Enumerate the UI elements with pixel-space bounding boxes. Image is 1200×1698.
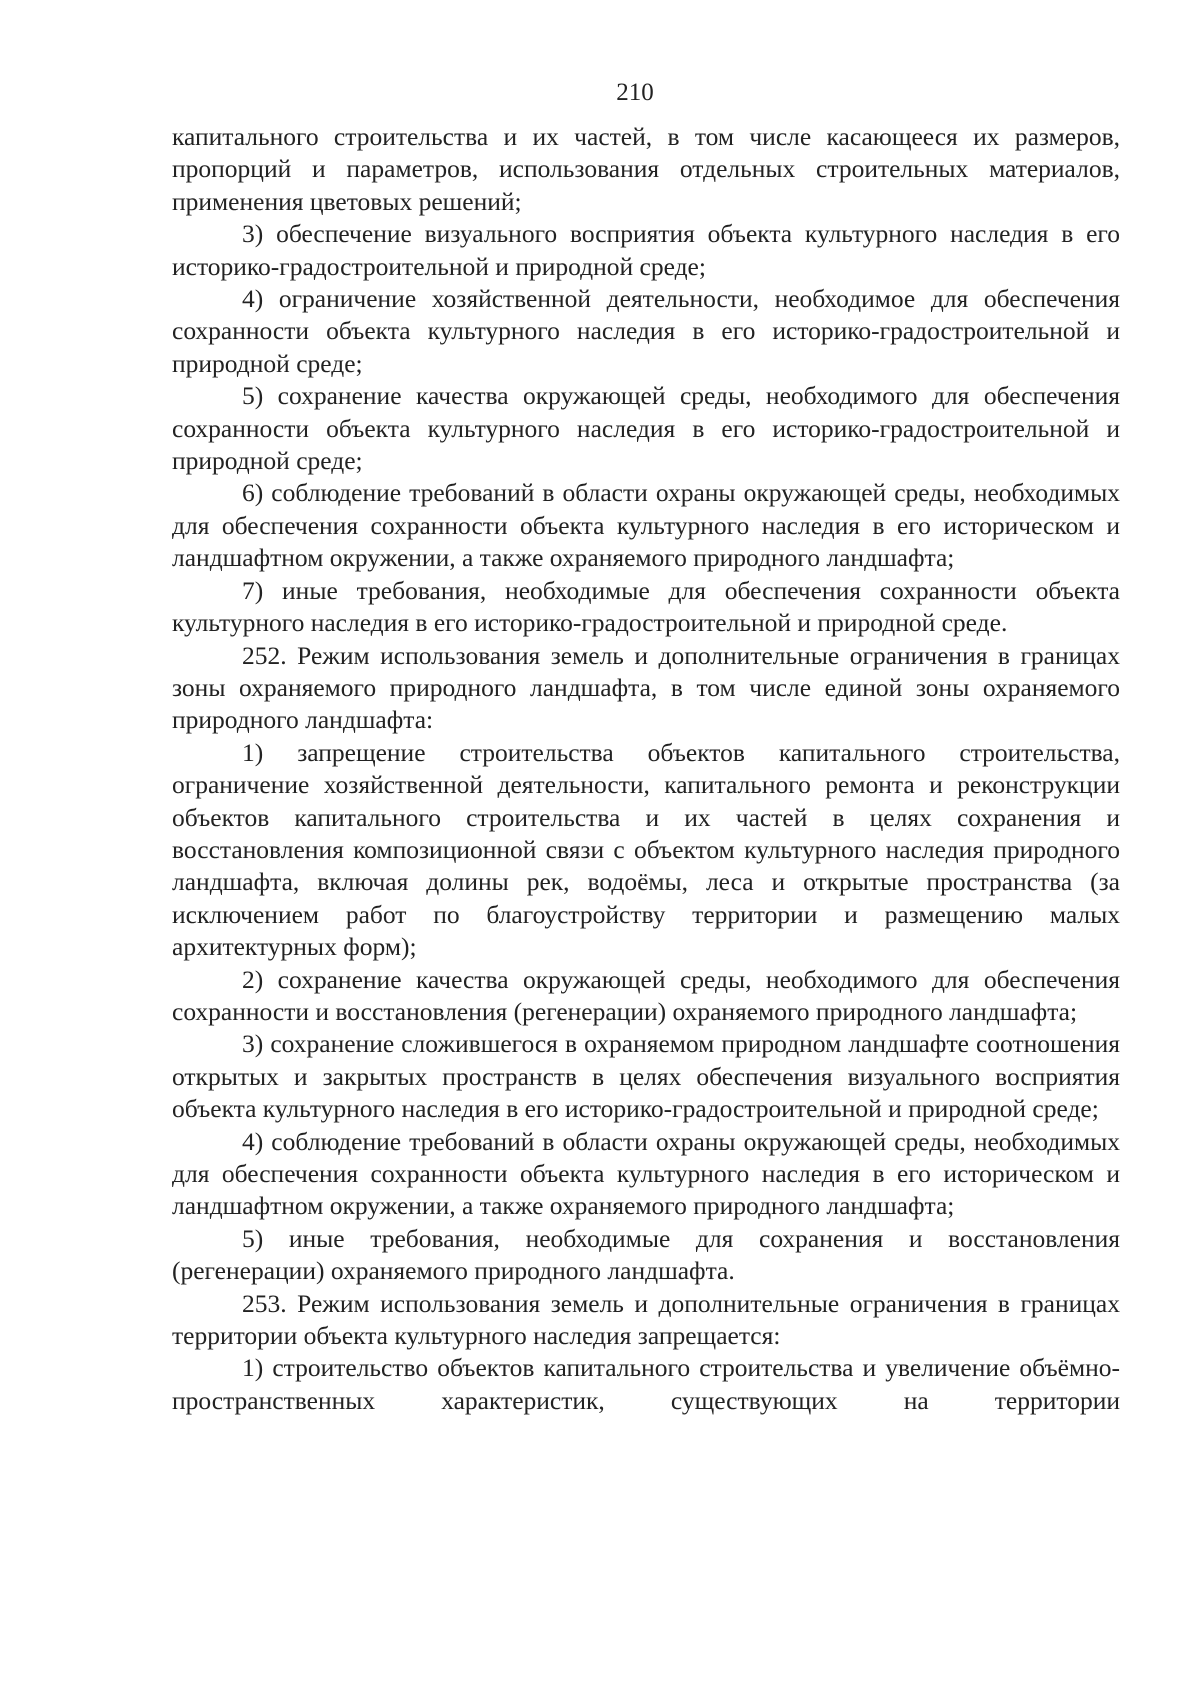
paragraph-252-item-3: 3) сохранение сложившегося в охраняемом природном ландшафте соотношения открытых и закрытых пространств в целях обеспечения визуального восприятия объекта культурного наследия в его историко-градостроительной и природной среде; xyxy=(172,1029,1120,1124)
document-body xyxy=(172,121,1120,1417)
page-number: 210 xyxy=(616,79,654,106)
paragraph-item-5: 5) сохранение качества окружающей среды, необходимого для обеспечения сохранности объекта культурного наследия в его историко-градостроительной и природной среде; xyxy=(172,381,1120,476)
paragraph-item-3: 3) обеспечение визуального восприятия объекта культурного наследия в его историко-градостроительной и природной среде; xyxy=(172,219,1120,281)
paragraph-item-4: 4) ограничение хозяйственной деятельности, необходимое для обеспечения сохранности объекта культурного наследия в его историко-градостроительной и природной среде; xyxy=(172,284,1120,378)
paragraph-252-item-4: 4) соблюдение требований в области охраны окружающей среды, необходимых для обеспечения сохранности объекта культурного наследия в его историческом и ландшафтном окружении, а также охраняемого природного ландшафта; xyxy=(172,1126,1120,1221)
paragraph-252-item-5: 5) иные требования, необходимые для сохранения и восстановления (регенерации) охраняемого природного ландшафта. xyxy=(172,1223,1120,1286)
paragraph-continuation: капитального строительства и их частей, в том числе касающееся их размеров, пропорций и параметров, использования отдельных строительных материалов, применения цветовых решений; xyxy=(172,122,1120,216)
paragraph-item-6: 6) соблюдение требований в области охраны окружающей среды, необходимых для обеспечения сохранности объекта культурного наследия в его историческом и ландшафтном окружении, а также охраняемого природного ландшафта; xyxy=(172,478,1120,573)
paragraph-253-item-1: 1) строительство объектов капитального строительства и увеличение объёмно-пространственных характеристик, существующих на территории xyxy=(172,1353,1120,1415)
paragraph-252-item-1: 1) запрещение строительства объектов капитального строительства, ограничение хозяйственной деятельности, капитального ремонта и реконструкции объектов капитального строительства и их частей в целях сохранения и восстановления композиционной связи с объектом культурного наследия природного ландшафта, включая долины рек, водоёмы, леса и открытые пространства (за исключением работ по благоустройству территории и размещению малых архитектурных форм); xyxy=(172,737,1120,962)
paragraph-section-252: 252. Режим использования земель и дополнительные ограничения в границах зоны охраняемого природного ландшафта, в том числе единой зоны охраняемого природного ландшафта: xyxy=(172,640,1120,735)
paragraph-section-253: 253. Режим использования земель и дополнительные ограничения в границах территории объекта культурного наследия запрещается: xyxy=(172,1288,1120,1351)
paragraph-item-7: 7) иные требования, необходимые для обеспечения сохранности объекта культурного наследия в его историко-градостроительной и природной среде. xyxy=(172,575,1120,638)
paragraph-252-item-2: 2) сохранение качества окружающей среды, необходимого для обеспечения сохранности и восстановления (регенерации) охраняемого природного ландшафта; xyxy=(172,964,1120,1026)
